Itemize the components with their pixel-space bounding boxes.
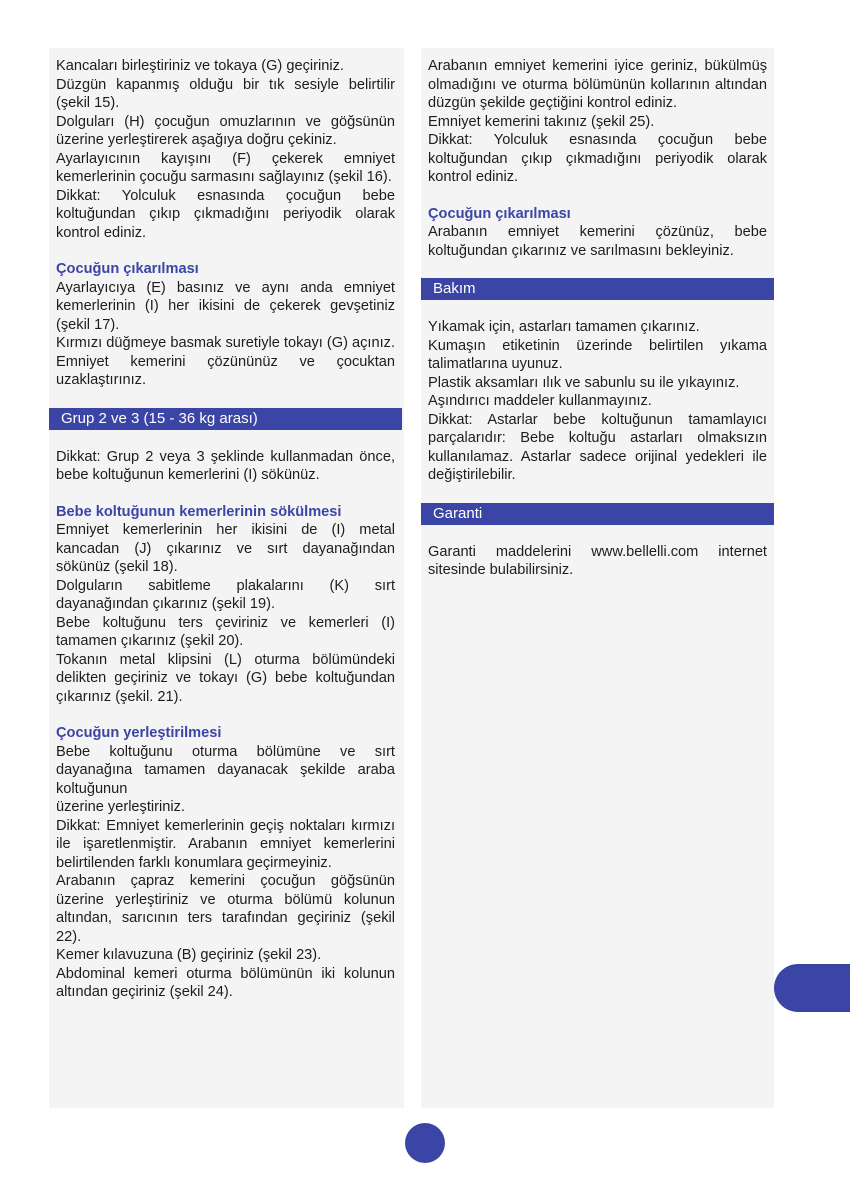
right-column bbox=[428, 57, 767, 580]
page-number-badge bbox=[405, 1123, 445, 1163]
paragraph: Yıkamak için, astarları tamamen çıkarınız. bbox=[428, 319, 700, 335]
section-heading-child-placement: Çocuğun yerleştirilmesi bbox=[56, 725, 222, 741]
paragraph: Dikkat: Astarlar bebe koltuğunun tamamlayıcı parçalarıdır: Bebe koltuğu astarları olmaksızın kullanılamaz. Astarlar sadece orijinal yedekleri ile değiştirilebilir. bbox=[428, 411, 767, 483]
paragraph: Emniyet kemerlerinin her ikisini de (I) metal kancadan (J) çıkarınız ve sırt dayanağından sökünüz (şekil 18). bbox=[56, 522, 395, 575]
paragraph: Dikkat: Emniyet kemerlerinin geçiş noktaları kırmızı ile işaretlenmiştir. Arabanın emniyet kemerlerini belirtilenden farklı konumlara geçirmeyiniz. bbox=[56, 817, 395, 871]
section-bar-care: Bakım bbox=[421, 278, 774, 300]
paragraph: Kırmızı düğmeye basmak suretiyle tokayı (G) açınız. bbox=[56, 335, 396, 351]
section-heading-child-removal: Çocuğun çıkarılması bbox=[56, 261, 199, 277]
paragraph: Emniyet kemerini çözününüz ve çocuktan uzaklaştırınız. bbox=[56, 353, 395, 388]
paragraph: Ayarlayıcının kayışını (F) çekerek emniyet kemerlerinin çocuğu sarmasını sağlayınız (şekil 16). bbox=[56, 150, 395, 185]
paragraph: üzerine yerleştiriniz. bbox=[56, 799, 185, 815]
paragraph: Tokanın metal klipsini (L) oturma bölümündeki delikten geçiriniz ve tokayı (G) bebe koltuğundan çıkarınız (şekil. 21). bbox=[56, 651, 395, 705]
paragraph: Kemer kılavuzuna (B) geçiriniz (şekil 23). bbox=[56, 947, 322, 963]
paragraph: Dikkat: Yolculuk esnasında çocuğun bebe koltuğundan çıkıp çıkmadığını periyodik olarak kontrol ediniz. bbox=[56, 187, 395, 241]
side-tab-marker bbox=[774, 964, 850, 1012]
section-bar-warranty: Garanti bbox=[421, 503, 774, 525]
paragraph: Plastik aksamları ılık ve sabunlu su ile yıkayınız. bbox=[428, 374, 740, 391]
paragraph: Dolguların sabitleme plakalarını (K) sırt dayanağından çıkarınız (şekil 19). bbox=[56, 577, 395, 612]
paragraph: Bebe koltuğunu oturma bölümüne ve sırt dayanağına tamamen dayanacak şekilde araba koltuğunun bbox=[56, 743, 395, 797]
paragraph: Aşındırıcı maddeler kullanmayınız. bbox=[428, 393, 652, 409]
paragraph: Emniyet kemerini takınız (şekil 25). bbox=[428, 113, 655, 130]
paragraph: Bebe koltuğunu ters çeviriniz ve kemerleri (I) tamamen çıkarınız (şekil 20). bbox=[56, 614, 395, 649]
left-column bbox=[56, 57, 395, 1002]
paragraph: Kancaları birleştiriniz ve tokaya (G) geçiriniz. bbox=[56, 58, 344, 74]
section-heading-belt-removal: Bebe koltuğunun kemerlerinin sökülmesi bbox=[56, 503, 342, 520]
paragraph: Abdominal kemeri oturma bölümünün iki kolunun altından geçiriniz (şekil 24). bbox=[56, 965, 395, 1000]
paragraph: Dikkat: Grup 2 veya 3 şeklinde kullanmadan önce, bebe koltuğunun kemerlerini (I) sökünüz. bbox=[56, 448, 395, 483]
paragraph: Ayarlayıcıya (E) basınız ve aynı anda emniyet kemerlerinin (I) her ikisini de çekerek gevşetiniz (şekil 17). bbox=[56, 279, 395, 333]
paragraph: Arabanın çapraz kemerini çocuğun göğsünün üzerine yerleştiriniz ve oturma bölümü kolunun altından, sarıcının ters tarafından geçiriniz (şekil 22). bbox=[56, 873, 395, 945]
paragraph: Arabanın emniyet kemerini iyice geriniz, bükülmüş olmadığını ve oturma bölümünün kollarının altından düzgün şekilde geçtiğini kontrol ediniz. bbox=[428, 58, 767, 111]
section-heading-child-removal: Çocuğun çıkarılması bbox=[428, 205, 571, 222]
paragraph: Düzgün kapanmış olduğu bir tık sesiyle belirtilir (şekil 15). bbox=[56, 76, 395, 111]
paragraph: Kumaşın etiketinin üzerinde belirtilen yıkama talimatlarına uyunuz. bbox=[428, 337, 767, 372]
paragraph: Arabanın emniyet kemerini çözünüz, bebe koltuğundan çıkarınız ve sarılmasını bekleyiniz. bbox=[428, 224, 767, 259]
section-bar-group-2-3: Grup 2 ve 3 (15 - 36 kg arası) bbox=[49, 408, 402, 430]
paragraph: Dolguları (H) çocuğun omuzlarının ve göğsünün üzerine yerleştirerek aşağıya doğru çekiniz. bbox=[56, 113, 395, 148]
paragraph: Garanti maddelerini www.bellelli.com internet sitesinde bulabilirsiniz. bbox=[428, 543, 767, 578]
paragraph: Dikkat: Yolculuk esnasında çocuğun bebe koltuğundan çıkıp çıkmadığını periyodik olarak kontrol ediniz. bbox=[428, 132, 767, 185]
